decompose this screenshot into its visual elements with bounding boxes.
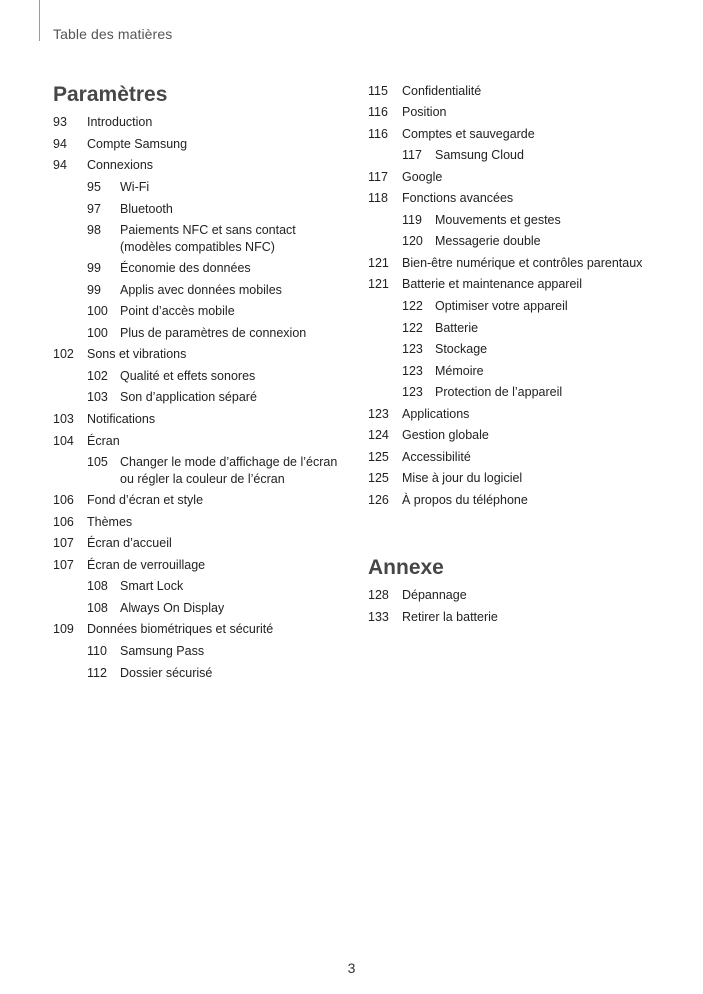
- toc-page: 123: [368, 407, 389, 421]
- toc-label: Comptes et sauvegarde: [402, 127, 535, 141]
- toc-page: 117: [368, 170, 388, 184]
- toc-page: 103: [87, 390, 108, 404]
- toc-label: Stockage: [435, 342, 488, 356]
- toc-page: 125: [368, 471, 389, 485]
- toc-label: Retirer la batterie: [402, 610, 498, 624]
- toc-page: 99: [87, 283, 101, 297]
- toc-label: Confidentialité: [402, 84, 482, 98]
- toc-label: Mise à jour du logiciel: [402, 471, 523, 485]
- toc-label: Écran de verrouillage: [87, 558, 206, 572]
- toc-label: Écran: [87, 434, 120, 448]
- section-title-annexe: Annexe: [368, 556, 444, 579]
- toc-label: Applis avec données mobiles: [120, 283, 282, 297]
- toc-label: Fonctions avancées: [402, 191, 514, 205]
- toc-page: 121: [368, 277, 389, 291]
- toc-page: 93: [53, 115, 67, 129]
- toc-page: 123: [402, 342, 423, 356]
- toc-page: 98: [87, 223, 101, 237]
- header-rule: [39, 0, 40, 41]
- toc-label: Dépannage: [402, 588, 467, 602]
- toc-label: Smart Lock: [120, 579, 184, 593]
- toc-label: Accessibilité: [402, 450, 471, 464]
- toc-page: 106: [53, 493, 74, 507]
- toc-label: Batterie et maintenance appareil: [402, 277, 582, 291]
- page-header: Table des matières: [53, 26, 173, 42]
- toc-label: Données biométriques et sécurité: [87, 622, 274, 636]
- toc-label: Thèmes: [87, 515, 133, 529]
- toc-label: Bluetooth: [120, 202, 173, 216]
- toc-label: Mouvements et gestes: [435, 213, 561, 227]
- toc-page: 124: [368, 428, 389, 442]
- toc-page: 94: [53, 137, 67, 151]
- toc-page: 100: [87, 304, 108, 318]
- toc-label: Fond d’écran et style: [87, 493, 204, 507]
- toc-label: Mémoire: [435, 364, 484, 378]
- toc-page: 105: [87, 455, 108, 469]
- toc-label: Always On Display: [120, 601, 225, 615]
- toc-label: Gestion globale: [402, 428, 489, 442]
- toc-label: Compte Samsung: [87, 137, 188, 151]
- toc-page: 107: [53, 558, 74, 572]
- toc-label: Point d’accès mobile: [120, 304, 235, 318]
- toc-page: 103: [53, 412, 74, 426]
- toc-page: 106: [53, 515, 74, 529]
- toc-page: 95: [87, 180, 101, 194]
- page-number: 3: [347, 960, 356, 976]
- section-title-parametres: Paramètres: [53, 83, 168, 106]
- toc-label-continued: ou régler la couleur de l’écran: [120, 472, 285, 486]
- toc-page: 126: [368, 493, 389, 507]
- toc-page: 133: [368, 610, 389, 624]
- toc-page: 125: [368, 450, 389, 464]
- toc-label: Paiements NFC et sans contact: [120, 223, 296, 237]
- toc-page: 110: [87, 644, 107, 658]
- toc-page: 99: [87, 261, 101, 275]
- toc-page: 121: [368, 256, 389, 270]
- toc-label: Batterie: [435, 321, 479, 335]
- toc-page: 122: [402, 299, 423, 313]
- toc-page: 120: [402, 234, 423, 248]
- toc-label: Optimiser votre appareil: [435, 299, 568, 313]
- toc-page: 115: [368, 84, 388, 98]
- toc-page: 123: [402, 385, 423, 399]
- toc-page: 112: [87, 666, 107, 680]
- toc-label: Dossier sécurisé: [120, 666, 213, 680]
- toc-page: 117: [402, 148, 422, 162]
- toc-label-continued: (modèles compatibles NFC): [120, 240, 275, 254]
- toc-page: 104: [53, 434, 74, 448]
- toc-label: Écran d’accueil: [87, 536, 172, 550]
- toc-label: Messagerie double: [435, 234, 541, 248]
- toc-label: Samsung Cloud: [435, 148, 524, 162]
- toc-page: 119: [402, 213, 422, 227]
- toc-label: À propos du téléphone: [402, 493, 528, 507]
- toc-page: 116: [368, 105, 388, 119]
- toc-label: Qualité et effets sonores: [120, 369, 256, 383]
- toc-page: 102: [53, 347, 74, 361]
- toc-page: 97: [87, 202, 101, 216]
- toc-label: Bien-être numérique et contrôles parentaux: [402, 256, 643, 270]
- toc-label: Google: [402, 170, 443, 184]
- toc-label: Économie des données: [120, 261, 251, 275]
- toc-label: Sons et vibrations: [87, 347, 187, 361]
- toc-label: Introduction: [87, 115, 153, 129]
- toc-label: Son d’application séparé: [120, 390, 257, 404]
- toc-page: 118: [368, 191, 388, 205]
- toc-label: Notifications: [87, 412, 156, 426]
- toc-label: Connexions: [87, 158, 154, 172]
- toc-page: 108: [87, 579, 108, 593]
- toc-page: 123: [402, 364, 423, 378]
- toc-label: Changer le mode d’affichage de l’écran: [120, 455, 338, 469]
- toc-label: Protection de l’appareil: [435, 385, 563, 399]
- toc-page: 122: [402, 321, 423, 335]
- toc-page: 108: [87, 601, 108, 615]
- toc-page: 109: [53, 622, 74, 636]
- toc-label: Samsung Pass: [120, 644, 205, 658]
- toc-page: 102: [87, 369, 108, 383]
- toc-label: Position: [402, 105, 447, 119]
- toc-label: Wi-Fi: [120, 180, 150, 194]
- toc-page: 94: [53, 158, 67, 172]
- toc-page: 116: [368, 127, 388, 141]
- toc-page: 100: [87, 326, 108, 340]
- toc-label: Applications: [402, 407, 470, 421]
- toc-label: Plus de paramètres de connexion: [120, 326, 307, 340]
- toc-page: 128: [368, 588, 389, 602]
- toc-page: 107: [53, 536, 74, 550]
